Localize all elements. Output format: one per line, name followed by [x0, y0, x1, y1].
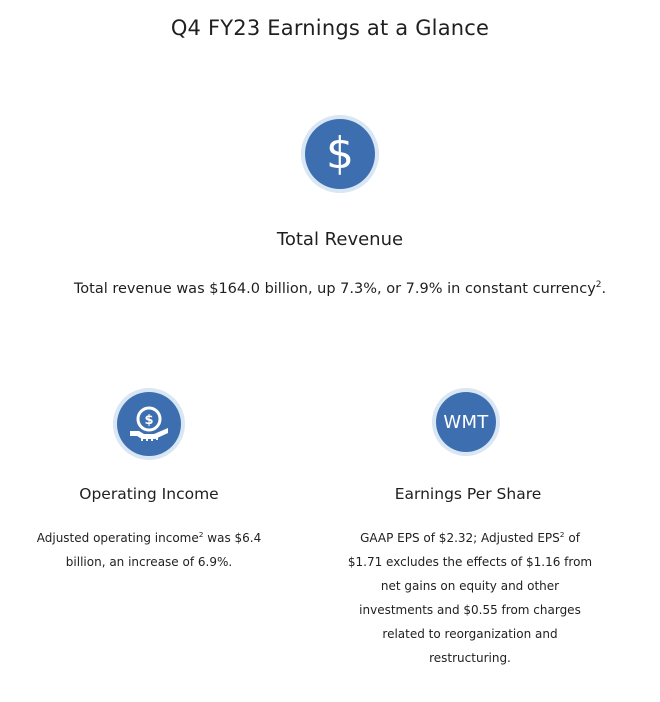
eps-text-a: GAAP EPS of $2.32; Adjusted EPS [360, 531, 560, 545]
revenue-heading: Total Revenue [276, 229, 404, 250]
revenue-text [0, 281, 660, 297]
dollar-icon [305, 119, 375, 189]
operating-income-heading: Operating Income [79, 485, 219, 503]
eps-footnote: 2 [559, 530, 565, 539]
revenue-footnote: 2 [595, 280, 602, 291]
operating-income-footnote: 2 [198, 530, 204, 539]
coin-hand-svg [127, 404, 171, 444]
wmt-glyph: WMT [443, 411, 489, 433]
page-title: Q4 FY23 Earnings at a Glance [170, 16, 490, 40]
dollar-glyph: $ [326, 128, 354, 179]
operating-income-text [30, 526, 268, 574]
eps-text-b: of $1.71 excludes the effects of $1.16 from net gains on equity and other investments and $0.55 from charges related to reorganization and restructuring. [347, 531, 593, 665]
coin-hand-icon [117, 392, 181, 456]
operating-income-text-a: Adjusted operating income [36, 531, 199, 545]
operating-income-text-b: was $6.4 billion, an increase of 6.9%. [65, 531, 262, 569]
revenue-text-end: . [601, 281, 607, 297]
revenue-text-body: Total revenue was $164.0 billion, up 7.3%, or 7.9% in constant currency [73, 281, 596, 297]
svg-text:$: $ [144, 413, 154, 428]
wmt-ticker-icon [436, 392, 496, 452]
eps-heading: Earnings Per Share [394, 485, 542, 503]
eps-text [345, 526, 595, 670]
